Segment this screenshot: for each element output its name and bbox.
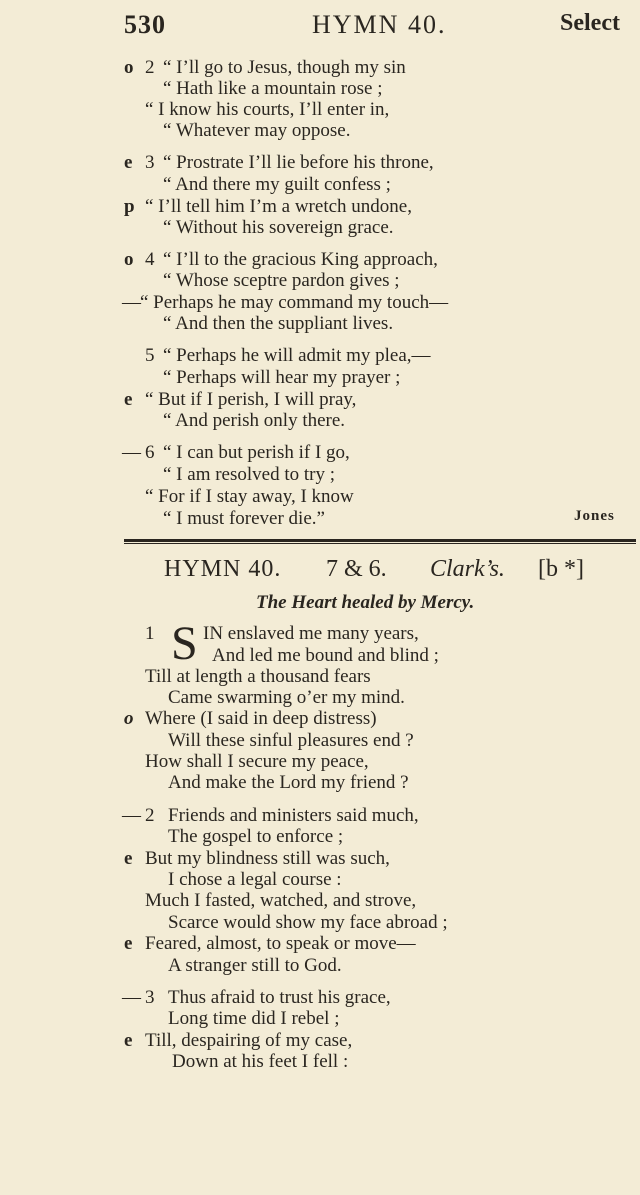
hymn-subtitle: The Heart healed by Mercy. <box>256 592 475 613</box>
running-title: HYMN 40. <box>312 10 447 39</box>
stanza-number: 4 <box>145 249 155 270</box>
stanza-number: 6 <box>145 442 155 463</box>
verse-line: “ And perish only there. <box>163 410 346 431</box>
verse-line: “ And there my guilt confess ; <box>163 174 391 195</box>
expression-mark: e <box>124 152 133 173</box>
verse-line: Will these sinful pleasures end ? <box>168 730 414 751</box>
verse-line: Where (I said in deep distress) <box>145 708 377 729</box>
verse-line: “ I’ll go to Jesus, though my sin <box>163 57 406 78</box>
drop-cap: S <box>171 617 198 670</box>
running-header <box>0 6 640 42</box>
verse-line: Much I fasted, watched, and strove, <box>145 890 417 911</box>
verse-line: Feared, almost, to speak or move— <box>145 933 416 954</box>
verse-line: “ Whose sceptre pardon gives ; <box>163 270 400 291</box>
stanza-number: 2 <box>145 57 155 78</box>
verse-line: And led me bound and blind ; <box>212 645 439 666</box>
verse-line: “ Prostrate I’ll lie before his throne, <box>163 152 434 173</box>
expression-mark: — <box>122 292 141 313</box>
verse-line: “ I’ll to the gracious King approach, <box>163 249 438 270</box>
verse-line: “ Whatever may oppose. <box>163 120 351 141</box>
expression-mark: e <box>124 933 133 954</box>
verse-line: “ And then the suppliant lives. <box>163 313 394 334</box>
stanza-number: 2 <box>145 805 155 826</box>
verse-line: Long time did I rebel ; <box>168 1008 340 1029</box>
verse-line: “ I must forever die.” <box>163 508 325 529</box>
expression-mark: o <box>124 57 134 78</box>
hymn-mark: [b *] <box>538 556 584 582</box>
verse-line: Came swarming o’er my mind. <box>168 687 405 708</box>
verse-line: “ But if I perish, I will pray, <box>145 389 357 410</box>
verse-line: Down at his feet I fell : <box>172 1051 349 1072</box>
verse-line: The gospel to enforce ; <box>168 826 344 847</box>
verse-line: And make the Lord my friend ? <box>168 772 409 793</box>
verse-line: “ Perhaps he may command my touch— <box>140 292 449 313</box>
verse-line: “ For if I stay away, I know <box>145 486 354 507</box>
verse-line: Till, despairing of my case, <box>145 1030 353 1051</box>
section-label: Select <box>560 10 620 36</box>
verse-line: I chose a legal course : <box>168 869 342 890</box>
verse-line: Thus afraid to trust his grace, <box>168 987 391 1008</box>
expression-mark: e <box>124 1030 133 1051</box>
verse-line: “ I know his courts, I’ll enter in, <box>145 99 390 120</box>
page-number: 530 <box>124 10 166 39</box>
hymn-title: HYMN 40. <box>164 556 282 582</box>
hymn-tune: Clark’s. <box>430 556 505 582</box>
section-divider <box>124 539 636 542</box>
verse-line: “ Hath like a mountain rose ; <box>163 78 383 99</box>
expression-mark: o <box>124 249 134 270</box>
verse-line: “ I’ll tell him I’m a wretch undone, <box>145 196 412 217</box>
verse-line: A stranger still to God. <box>168 955 342 976</box>
stanza-number: 1 <box>145 623 155 644</box>
verse-line: Scarce would show my face abroad ; <box>168 912 448 933</box>
expression-mark: o <box>124 708 134 729</box>
verse-line: “ I am resolved to try ; <box>163 464 336 485</box>
verse-line: “ Perhaps will hear my prayer ; <box>163 367 401 388</box>
verse-line: Friends and ministers said much, <box>168 805 419 826</box>
expression-mark: — <box>122 442 141 463</box>
expression-mark: e <box>124 389 133 410</box>
expression-mark: p <box>124 196 135 217</box>
verse-line: IN enslaved me many years, <box>203 623 419 644</box>
expression-mark: e <box>124 848 133 869</box>
stanza-number: 3 <box>145 152 155 173</box>
verse-line: How shall I secure my peace, <box>145 751 369 772</box>
expression-mark: — <box>122 805 141 826</box>
verse-line: “ Without his sovereign grace. <box>163 217 394 238</box>
verse-line: “ Perhaps he will admit my plea,— <box>163 345 431 366</box>
expression-mark: — <box>122 987 141 1008</box>
author-attribution: Jones <box>574 508 615 524</box>
stanza-number: 5 <box>145 345 155 366</box>
verse-line: “ I can but perish if I go, <box>163 442 350 463</box>
section-divider-thin <box>124 543 636 544</box>
verse-line: But my blindness still was such, <box>145 848 390 869</box>
hymn-meter: 7 & 6. <box>326 556 387 582</box>
verse-line: Till at length a thousand fears <box>145 666 371 687</box>
stanza-number: 3 <box>145 987 155 1008</box>
